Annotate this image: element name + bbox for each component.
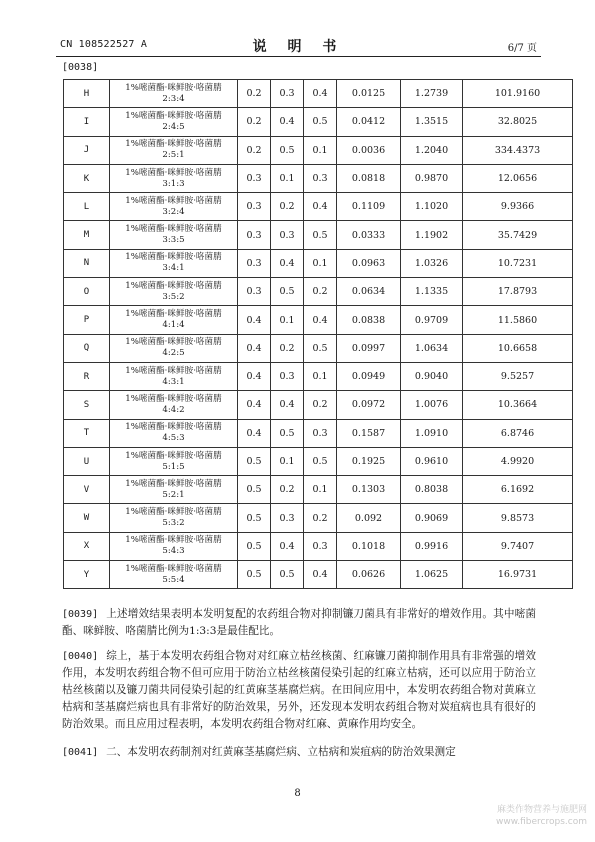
value-d-cell: 0.0997 [337, 334, 401, 362]
table-row [64, 561, 573, 589]
value-e-cell: 0.8038 [401, 476, 463, 504]
concentration-b-cell: 0.5 [271, 561, 304, 589]
value-f-cell: 16.9731 [463, 561, 573, 589]
formulation-cell [110, 532, 238, 560]
value-d-cell: 0.092 [337, 504, 401, 532]
formulation-cell [110, 164, 238, 192]
value-e-cell: 0.9916 [401, 532, 463, 560]
formulation-cell [110, 108, 238, 136]
formulation-ratio: 4:2:5 [162, 348, 185, 359]
row-id-cell: N [64, 249, 110, 277]
paragraph-0041 [62, 744, 536, 761]
watermark-url: www.fibercrops.com [496, 817, 587, 827]
page-number: 8 [294, 788, 301, 799]
concentration-c-cell: 0.1 [304, 249, 337, 277]
value-d-cell: 0.0838 [337, 306, 401, 334]
concentration-c-cell: 0.5 [304, 221, 337, 249]
value-e-cell: 0.9069 [401, 504, 463, 532]
concentration-a-cell: 0.4 [238, 334, 271, 362]
table-row [64, 334, 573, 362]
formulation-ratio: 4:4:2 [162, 404, 185, 415]
concentration-b-cell: 0.4 [271, 249, 304, 277]
value-e-cell: 1.0326 [401, 249, 463, 277]
row-id-cell: K [64, 164, 110, 192]
value-f-cell: 35.7429 [463, 221, 573, 249]
value-d-cell: 0.1587 [337, 419, 401, 447]
formulation-name: 1%嘧菌酯·咪鲜胺·咯菌腈 [125, 365, 222, 376]
concentration-a-cell: 0.4 [238, 391, 271, 419]
value-d-cell: 0.1303 [337, 476, 401, 504]
formulation-ratio: 5:4:3 [162, 546, 185, 557]
concentration-c-cell: 0.4 [304, 306, 337, 334]
row-id-cell: L [64, 193, 110, 221]
concentration-c-cell: 0.1 [304, 476, 337, 504]
formulation-ratio: 3:3:5 [162, 235, 185, 246]
formulation-ratio: 5:2:1 [162, 489, 185, 500]
paragraph-number: [0041] [62, 747, 99, 758]
value-f-cell: 101.9160 [463, 80, 573, 108]
value-d-cell: 0.0412 [337, 108, 401, 136]
formulation-name: 1%嘧菌酯·咪鲜胺·咯菌腈 [125, 309, 222, 320]
formulation-cell [110, 391, 238, 419]
paragraph-text: 二、本发明农药制剂对红黄麻茎基腐烂病、立枯病和炭疽病的防治效果测定 [106, 746, 456, 758]
value-f-cell: 10.3664 [463, 391, 573, 419]
paragraph-text: 上述增效结果表明本发明复配的农药组合物对抑制镰刀菌具有非常好的增效作用。其中嘧菌酯、咪鲜胺、咯菌腈比例为1:3:3是最佳配比。 [62, 608, 536, 637]
concentration-b-cell: 0.2 [271, 193, 304, 221]
value-d-cell: 0.0634 [337, 278, 401, 306]
value-e-cell: 1.3515 [401, 108, 463, 136]
table-row [64, 108, 573, 136]
row-id-cell: S [64, 391, 110, 419]
table-row [64, 504, 573, 532]
value-e-cell: 1.0076 [401, 391, 463, 419]
row-id-cell: X [64, 532, 110, 560]
formulation-name: 1%嘧菌酯·咪鲜胺·咯菌腈 [125, 422, 222, 433]
paragraph-number: [0040] [62, 651, 99, 662]
formulation-name: 1%嘧菌酯·咪鲜胺·咯菌腈 [125, 337, 222, 348]
concentration-b-cell: 0.2 [271, 334, 304, 362]
concentration-a-cell: 0.4 [238, 306, 271, 334]
results-table [63, 79, 573, 589]
row-id-cell: U [64, 447, 110, 475]
row-id-cell: P [64, 306, 110, 334]
paragraph-text: 综上，基于本发明农药组合物对对红麻立枯丝核菌、红麻镰刀菌抑制作用具有非常强的增效作用，本发明农药组合物不但可应用于防治立枯丝核菌侵染引起的红麻立枯病，还可以应用于防治立枯丝核菌以及镰刀菌共同侵染引起的红黄麻茎基腐烂病。在田间应用中，本发明农药组合物对黄麻立枯病和茎基腐烂病也具有非常好的防治效果，另外，还发现本发明农药组合物对炭疽病也具有很好的防治效果。而且应用过程表明，本发明农药组合物对红麻、黄麻作用均安全。 [62, 650, 536, 730]
formulation-name: 1%嘧菌酯·咪鲜胺·咯菌腈 [125, 82, 222, 93]
value-d-cell: 0.0125 [337, 80, 401, 108]
concentration-c-cell: 0.1 [304, 136, 337, 164]
concentration-c-cell: 0.2 [304, 391, 337, 419]
paragraph-0039 [62, 606, 536, 640]
value-f-cell: 17.8793 [463, 278, 573, 306]
table-row [64, 362, 573, 390]
concentration-a-cell: 0.5 [238, 447, 271, 475]
value-e-cell: 0.9610 [401, 447, 463, 475]
value-f-cell: 6.1692 [463, 476, 573, 504]
row-id-cell: I [64, 108, 110, 136]
value-f-cell: 6.8746 [463, 419, 573, 447]
formulation-ratio: 2:5:1 [162, 150, 185, 161]
watermark-title: 麻类作物营养与施肥网 [496, 805, 587, 815]
value-d-cell: 0.0333 [337, 221, 401, 249]
formulation-cell [110, 193, 238, 221]
concentration-c-cell: 0.4 [304, 193, 337, 221]
formulation-ratio: 5:3:2 [162, 518, 185, 529]
table-row [64, 476, 573, 504]
formulation-name: 1%嘧菌酯·咪鲜胺·咯菌腈 [125, 252, 222, 263]
site-watermark [496, 804, 587, 828]
table-row [64, 193, 573, 221]
value-f-cell: 9.5257 [463, 362, 573, 390]
table-row [64, 391, 573, 419]
formulation-name: 1%嘧菌酯·咪鲜胺·咯菌腈 [125, 167, 222, 178]
formulation-cell [110, 561, 238, 589]
formulation-cell [110, 221, 238, 249]
formulation-cell [110, 362, 238, 390]
value-e-cell: 0.9040 [401, 362, 463, 390]
value-f-cell: 12.0656 [463, 164, 573, 192]
concentration-a-cell: 0.4 [238, 419, 271, 447]
concentration-b-cell: 0.3 [271, 221, 304, 249]
value-f-cell: 32.8025 [463, 108, 573, 136]
concentration-b-cell: 0.3 [271, 80, 304, 108]
page-indicator: 6/7 页 [507, 43, 537, 54]
concentration-a-cell: 0.3 [238, 164, 271, 192]
concentration-b-cell: 0.4 [271, 391, 304, 419]
paragraph-number: [0039] [62, 609, 99, 620]
value-d-cell: 0.1109 [337, 193, 401, 221]
concentration-b-cell: 0.5 [271, 278, 304, 306]
row-id-cell: R [64, 362, 110, 390]
concentration-a-cell: 0.3 [238, 193, 271, 221]
row-id-cell: H [64, 80, 110, 108]
table-row [64, 221, 573, 249]
table-row [64, 164, 573, 192]
value-d-cell: 0.1925 [337, 447, 401, 475]
formulation-cell [110, 80, 238, 108]
value-f-cell: 11.5860 [463, 306, 573, 334]
row-id-cell: Y [64, 561, 110, 589]
table-row [64, 532, 573, 560]
concentration-c-cell: 0.5 [304, 334, 337, 362]
value-d-cell: 0.0626 [337, 561, 401, 589]
concentration-b-cell: 0.4 [271, 108, 304, 136]
row-id-cell: O [64, 278, 110, 306]
concentration-a-cell: 0.2 [238, 108, 271, 136]
concentration-c-cell: 0.3 [304, 419, 337, 447]
formulation-ratio: 2:4:5 [162, 121, 185, 132]
concentration-c-cell: 0.3 [304, 532, 337, 560]
value-d-cell: 0.0963 [337, 249, 401, 277]
formulation-ratio: 5:1:5 [162, 461, 185, 472]
formulation-name: 1%嘧菌酯·咪鲜胺·咯菌腈 [125, 195, 222, 206]
table-row [64, 136, 573, 164]
concentration-b-cell: 0.5 [271, 136, 304, 164]
value-d-cell: 0.0036 [337, 136, 401, 164]
table-row [64, 419, 573, 447]
formulation-cell [110, 306, 238, 334]
concentration-a-cell: 0.5 [238, 532, 271, 560]
table-row [64, 306, 573, 334]
formulation-cell [110, 504, 238, 532]
document-title: 说 明 书 [252, 39, 345, 55]
value-e-cell: 1.1335 [401, 278, 463, 306]
value-f-cell: 10.6658 [463, 334, 573, 362]
formulation-cell [110, 476, 238, 504]
concentration-b-cell: 0.1 [271, 306, 304, 334]
concentration-c-cell: 0.1 [304, 362, 337, 390]
paragraph-number-0038: [0038] [62, 62, 99, 73]
concentration-c-cell: 0.3 [304, 164, 337, 192]
concentration-a-cell: 0.3 [238, 221, 271, 249]
formulation-cell [110, 278, 238, 306]
value-e-cell: 1.2739 [401, 80, 463, 108]
value-f-cell: 10.7231 [463, 249, 573, 277]
value-d-cell: 0.0972 [337, 391, 401, 419]
value-f-cell: 9.8573 [463, 504, 573, 532]
concentration-b-cell: 0.3 [271, 504, 304, 532]
formulation-name: 1%嘧菌酯·咪鲜胺·咯菌腈 [125, 393, 222, 404]
concentration-c-cell: 0.4 [304, 80, 337, 108]
formulation-name: 1%嘧菌酯·咪鲜胺·咯菌腈 [125, 224, 222, 235]
concentration-a-cell: 0.2 [238, 80, 271, 108]
formulation-name: 1%嘧菌酯·咪鲜胺·咯菌腈 [125, 110, 222, 121]
formulation-name: 1%嘧菌酯·咪鲜胺·咯菌腈 [125, 563, 222, 574]
page-header [56, 36, 541, 57]
formulation-ratio: 2:3:4 [162, 93, 185, 104]
formulation-cell [110, 334, 238, 362]
value-e-cell: 1.1020 [401, 193, 463, 221]
formulation-ratio: 3:1:3 [162, 178, 185, 189]
formulation-name: 1%嘧菌酯·咪鲜胺·咯菌腈 [125, 507, 222, 518]
concentration-a-cell: 0.5 [238, 561, 271, 589]
value-d-cell: 0.0818 [337, 164, 401, 192]
value-e-cell: 0.9709 [401, 306, 463, 334]
patent-number: CN 108522527 A [60, 39, 148, 50]
concentration-b-cell: 0.4 [271, 532, 304, 560]
value-e-cell: 1.0634 [401, 334, 463, 362]
concentration-a-cell: 0.5 [238, 504, 271, 532]
table-row [64, 249, 573, 277]
concentration-a-cell: 0.3 [238, 249, 271, 277]
formulation-cell [110, 136, 238, 164]
formulation-ratio: 3:4:1 [162, 263, 185, 274]
formulation-cell [110, 419, 238, 447]
row-id-cell: V [64, 476, 110, 504]
concentration-c-cell: 0.2 [304, 504, 337, 532]
value-e-cell: 1.0625 [401, 561, 463, 589]
concentration-b-cell: 0.5 [271, 419, 304, 447]
formulation-ratio: 4:1:4 [162, 320, 185, 331]
concentration-b-cell: 0.1 [271, 447, 304, 475]
value-f-cell: 334.4373 [463, 136, 573, 164]
value-d-cell: 0.1018 [337, 532, 401, 560]
row-id-cell: M [64, 221, 110, 249]
formulation-ratio: 4:5:3 [162, 433, 185, 444]
concentration-a-cell: 0.3 [238, 278, 271, 306]
concentration-c-cell: 0.5 [304, 447, 337, 475]
formulation-name: 1%嘧菌酯·咪鲜胺·咯菌腈 [125, 139, 222, 150]
formulation-ratio: 3:2:4 [162, 206, 185, 217]
concentration-b-cell: 0.1 [271, 164, 304, 192]
value-e-cell: 1.0910 [401, 419, 463, 447]
table-row [64, 447, 573, 475]
formulation-ratio: 5:5:4 [162, 574, 185, 585]
row-id-cell: W [64, 504, 110, 532]
concentration-b-cell: 0.2 [271, 476, 304, 504]
formulation-name: 1%嘧菌酯·咪鲜胺·咯菌腈 [125, 450, 222, 461]
concentration-b-cell: 0.3 [271, 362, 304, 390]
formulation-name: 1%嘧菌酯·咪鲜胺·咯菌腈 [125, 280, 222, 291]
formulation-ratio: 4:3:1 [162, 376, 185, 387]
formulation-cell [110, 447, 238, 475]
concentration-c-cell: 0.5 [304, 108, 337, 136]
value-e-cell: 0.9870 [401, 164, 463, 192]
paragraph-0040 [62, 648, 536, 733]
concentration-a-cell: 0.2 [238, 136, 271, 164]
concentration-a-cell: 0.5 [238, 476, 271, 504]
formulation-ratio: 3:5:2 [162, 291, 185, 302]
table-row [64, 80, 573, 108]
formulation-name: 1%嘧菌酯·咪鲜胺·咯菌腈 [125, 478, 222, 489]
value-f-cell: 9.7407 [463, 532, 573, 560]
concentration-a-cell: 0.4 [238, 362, 271, 390]
row-id-cell: J [64, 136, 110, 164]
table-row [64, 278, 573, 306]
value-e-cell: 1.1902 [401, 221, 463, 249]
concentration-c-cell: 0.4 [304, 561, 337, 589]
value-d-cell: 0.0949 [337, 362, 401, 390]
concentration-c-cell: 0.2 [304, 278, 337, 306]
value-e-cell: 1.2040 [401, 136, 463, 164]
row-id-cell: T [64, 419, 110, 447]
value-f-cell: 4.9920 [463, 447, 573, 475]
value-f-cell: 9.9366 [463, 193, 573, 221]
formulation-cell [110, 249, 238, 277]
formulation-name: 1%嘧菌酯·咪鲜胺·咯菌腈 [125, 535, 222, 546]
row-id-cell: Q [64, 334, 110, 362]
